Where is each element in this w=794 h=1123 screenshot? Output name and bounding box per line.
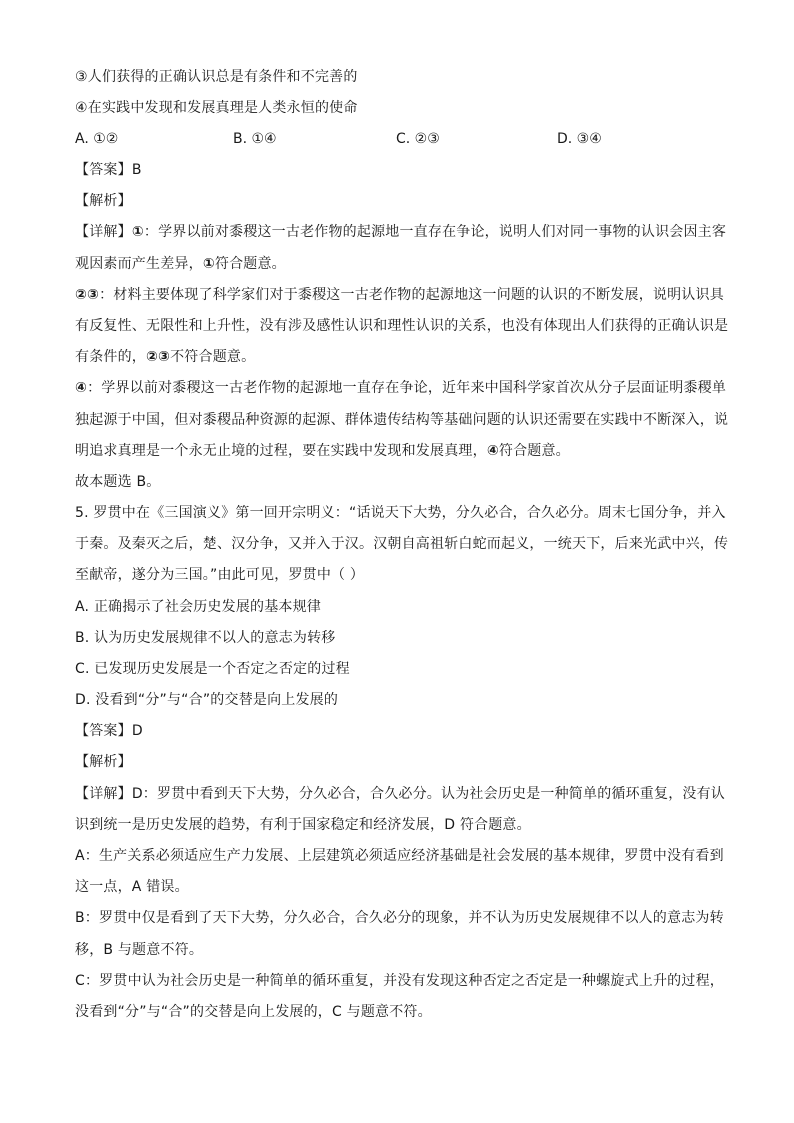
q5-detail-a-line2: 这一点，A 错误。 [75,879,189,895]
answer-value: B [131,162,142,178]
q5-stem-line3: 至献帝，遂分为三国。”由此可见，罗贯中（ ） [75,567,365,583]
q5-option-b: B. 认为历史发展规律不以人的意志为转移 [75,630,336,646]
option-marker: ① [131,224,144,240]
answer-value: D [131,723,143,739]
q5-detail-b-line1: B：罗贯中仅是看到了天下大势，分久必合，合久必分的现象，并不认为历史发展规律不以人的意志为转 [75,910,724,926]
q5-analysis-tag: 【解析】 [75,754,132,770]
q5-detail-d-line1 [75,784,725,804]
q4-detail-p1-line1 [75,222,726,242]
q4-detail-p2-line1 [75,285,724,305]
q4-choice-a: A. ①② [75,131,119,147]
answer-tag: 【答案】 [75,723,132,739]
q4-choice-d: D. ③④ [557,131,602,147]
q4-option-3: ③人们获得的正确认识总是有条件和不完善的 [75,69,358,85]
q5-detail-a-line1: A：生产关系必须适应生产力发展、上层建筑必须适应经济基础是社会发展的基本规律，罗贯中没有看到 [75,848,724,864]
option-marker: ① [202,256,215,272]
detail-tag: 【详解】 [75,224,132,240]
q4-choice-c: C. ②③ [396,131,440,147]
q5-stem-line2: 于秦。及秦灭之后，楚、汉分争，又并入于汉。汉朝自高祖斩白蛇而起义，一统天下，后来光武中兴，传 [75,536,729,552]
detail-tag: 【详解】 [75,786,132,802]
q5-option-c: C. 已发现历史发展是一个否定之否定的过程 [75,661,350,677]
detail-text: 有条件的， [75,349,146,365]
q4-detail-p3-line3 [75,441,570,461]
q5-detail-c-line2: 没看到“分”与“合”的交替是向上发展的，C 与题意不符。 [75,1004,432,1020]
q5-option-d: D. 没看到“分”与“合”的交替是向上发展的 [75,692,339,708]
q4-detail-p2-line3 [75,347,255,367]
q4-detail-p2-line2: 有反复性、无限性和上升性，没有涉及感性认识和理性认识的关系，也没有体现出人们获得的正确认识是 [75,318,729,334]
q5-option-a: A. 正确揭示了社会历史发展的基本规律 [75,599,322,615]
detail-text: 观因素而产生差异， [75,256,203,272]
q4-answer [75,160,142,180]
detail-text: 符合题意。 [498,443,570,459]
answer-tag: 【答案】 [75,162,132,178]
option-marker: ④ [486,443,499,459]
q4-detail-p3-line1 [75,378,726,398]
q5-detail-d-line2: 识到统一是历史发展的趋势，有利于国家稳定和经济发展，D 符合题意。 [75,817,531,833]
detail-text: 符合题意。 [214,256,286,272]
q5-answer [75,721,143,741]
q5-detail-c-line1: C：罗贯中认为社会历史是一种简单的循环重复，并没有发现这种否定之否定是一种螺旋式上升的过程， [75,973,724,989]
detail-text: 明追求真理是一个永无止境的过程，要在实践中发现和发展真理， [75,443,487,459]
q5-detail-b-line2: 移，B 与题意不符。 [75,942,204,958]
detail-text: ：学界以前对黍稷这一古老作物的起源地一直存在争论，说明人们对同一事物的认识会因主客 [143,224,727,240]
option-marker: ②③ [75,287,100,303]
detail-text: 不符合题意。 [170,349,256,365]
detail-text: ：学界以前对黍稷这一古老作物的起源地一直存在争论，近年来中国科学家首次从分子层面证明黍稷单 [87,380,727,396]
q4-detail-p3-line2: 独起源于中国，但对黍稷品种资源的起源、群体遗传结构等基础问题的认识还需要在实践中不断深入，说 [75,412,729,428]
q4-choice-b: B. ①④ [233,131,277,147]
option-marker: ②③ [146,349,171,365]
q5-stem-line1: 5. 罗贯中在《三国演义》第一回开宗明义：“话说天下大势，分久必合，合久必分。周末七国分争，并入 [75,505,726,521]
q4-conclusion: 故本题选 B。 [75,474,161,490]
detail-text: ：材料主要体现了科学家们对于黍稷这一古老作物的起源地这一问题的认识的不断发展，说明认识具 [99,287,724,303]
q4-detail-p1-line2 [75,254,286,274]
q4-option-4: ④在实践中发现和发展真理是人类永恒的使命 [75,100,358,116]
option-marker: ④ [75,380,88,396]
q4-analysis-tag: 【解析】 [75,193,132,209]
detail-text: D：罗贯中看到天下大势，分久必合，合久必分。认为社会历史是一种简单的循环重复，没有认 [131,786,725,802]
